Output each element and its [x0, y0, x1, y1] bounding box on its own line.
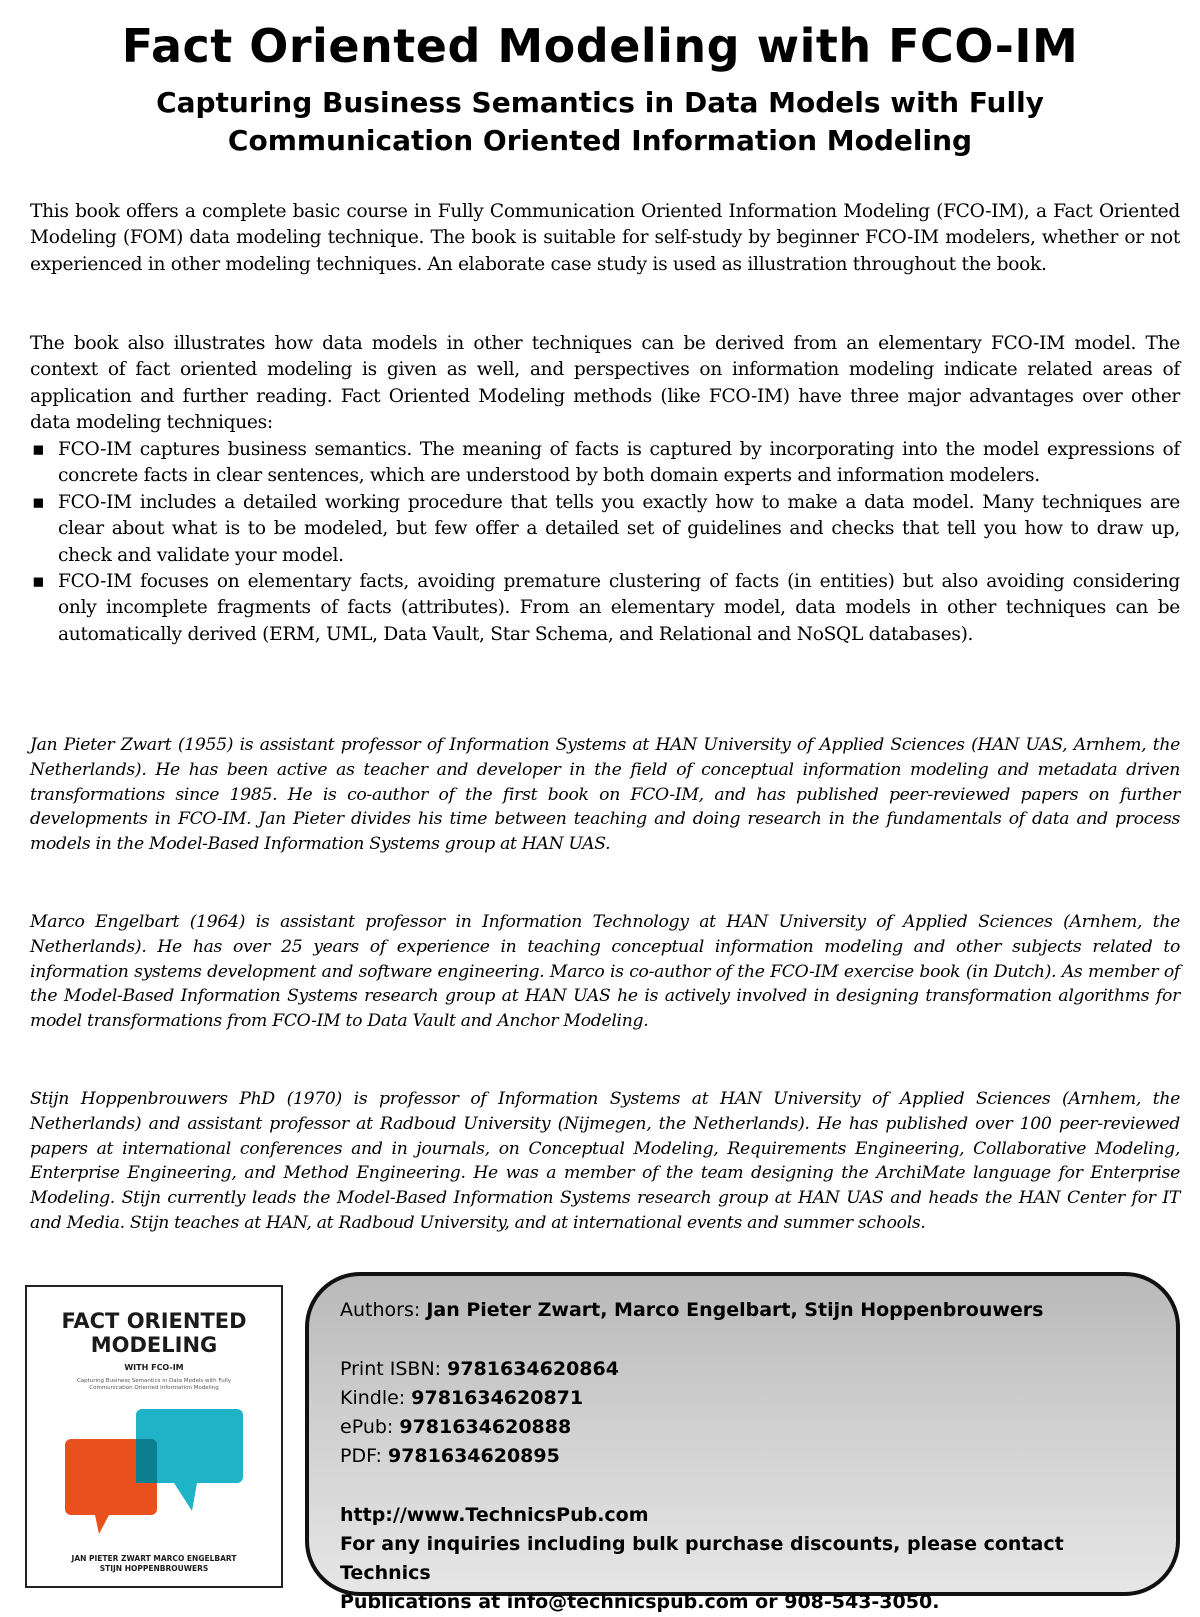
overlap-shape — [136, 1439, 157, 1483]
info-kindle-isbn — [340, 1384, 1160, 1413]
page-subtitle: Capturing Business Semantics in Data Models with Fully Communication Oriented Information Modeling — [156, 86, 1044, 157]
description-paragraph-1: This book offers a complete basic course in Fully Communication Oriented Information Modeling (FCO-IM), a Fact Oriented Modeling (FOM) data modeling technique. The book is suitable for self-study by beginner FCO-IM modelers, whether or not experienced in other modeling techniques. An elaborate case study is used as illustration throughout the book. — [30, 201, 1180, 275]
author-bio-zwart: Jan Pieter Zwart (1955) is assistant professor of Information Systems at HAN University of Applied Sciences (HAN UAS, Arnhem, the Netherlands). He has been active as teacher and developer in the field of conceptual information modeling and metadata driven transformations since 1985. He is co-author of the first book on FCO-IM, and has published peer-reviewed papers on further developments in FCO-IM. Jan Pieter divides his time between teaching and doing research in the fundamentals of data and process models in the Model-Based Information Systems group at HAN UAS. — [30, 735, 1180, 855]
author-bio-hoppenbrouwers: Stijn Hoppenbrouwers PhD (1970) is professor of Information Systems at HAN University of Applied Sciences (Arnhem, the Netherlands) and assistant professor at Radboud University (Nijmegen, the Netherlands). He has published over 100 peer-reviewed papers at international conferences and in journals, on Conceptual Modeling, Requirements Engineering, Collaborative Modeling, Enterprise Engineering, and Method Engineering. He was a member of the team designing the ArchiMate language for Enterprise Modeling. Stijn currently leads the Model-Based Information Systems research group at HAN UAS and heads the HAN Center for IT and Media. Stijn teaches at HAN, at Radboud University, and at international events and summer schools. — [30, 1089, 1180, 1233]
bullet-icon: ▪ — [32, 571, 45, 593]
list-item — [30, 569, 1180, 648]
kindle-label: Kindle: — [340, 1387, 412, 1409]
info-epub-isbn — [340, 1413, 1160, 1442]
print-isbn-label: Print ISBN: — [340, 1358, 448, 1380]
list-item — [30, 437, 1180, 490]
cover-title-line-1: FACT ORIENTED — [61, 1309, 247, 1333]
epub-label: ePub: — [340, 1416, 400, 1438]
cover-authors-line-1: JAN PIETER ZWART MARCO ENGELBART — [71, 1554, 237, 1563]
inquiry-line-1: For any inquiries including bulk purchase discounts, please contact Technics — [340, 1533, 1064, 1584]
cover-authors-line-2: STIJN HOPPENBROUWERS — [99, 1564, 209, 1573]
epub-value: 9781634620888 — [399, 1416, 572, 1438]
list-item-text: FCO-IM focuses on elementary facts, avoiding premature clustering of facts (in entities) but also avoiding considering only incomplete fragments of facts (attributes). From an elementary model, data models in other techniques can be automatically derived (ERM, UML, Data Vault, Star Schema, and Relational and NoSQL databases). — [58, 571, 1180, 645]
bullet-icon: ▪ — [32, 439, 45, 460]
info-print-isbn — [340, 1355, 1160, 1384]
list-item-text: FCO-IM captures business semantics. The meaning of facts is captured by incorporating into the model expressions of concrete facts in clear sentences, which are understood by both domain experts and information modelers. — [58, 439, 1180, 487]
info-authors — [340, 1296, 1160, 1325]
cover-title — [27, 1309, 281, 1357]
kindle-value: 9781634620871 — [411, 1387, 584, 1409]
cover-tagline: Capturing Business Semantics in Data Models with Fully Communication Oriented Information Modeling — [76, 1378, 232, 1391]
print-isbn-value: 9781634620864 — [447, 1358, 619, 1380]
inquiry-line-2: Publications at info@technicspub.com or 908-543-3050. — [340, 1591, 940, 1613]
cover-subtitle: WITH FCO-IM — [124, 1363, 184, 1372]
description-paragraph-2: The book also illustrates how data models in other techniques can be derived from an elementary FCO-IM model. The context of fact oriented modeling is given as well, and perspectives on information modeling indicate related areas of application and further reading. Fact Oriented Modeling methods (like FCO-IM) have three major advantages over other data modeling techniques: — [30, 333, 1180, 434]
info-pdf-isbn — [340, 1442, 1160, 1471]
list-item-text: FCO-IM includes a detailed working procedure that tells you exactly how to make a data model. Many techniques are clear about what is to be modeled, but few offer a detailed set of guidelines and checks that tell you how to draw up, check and validate your model. — [58, 491, 1180, 566]
list-item — [30, 490, 1180, 569]
page-title: Fact Oriented Modeling with FCO-IM — [121, 19, 1079, 73]
inquiry-text — [340, 1530, 1160, 1617]
cover-authors — [27, 1554, 281, 1574]
pdf-value: 9781634620895 — [387, 1445, 560, 1467]
publisher-url[interactable]: http://www.TechnicsPub.com — [340, 1504, 649, 1526]
bullet-icon: ▪ — [32, 491, 45, 513]
book-cover — [25, 1285, 283, 1588]
authors-value: Jan Pieter Zwart, Marco Engelbart, Stijn Hoppenbrouwers — [426, 1299, 1044, 1321]
authors-label: Authors: — [340, 1299, 427, 1321]
author-bio-engelbart: Marco Engelbart (1964) is assistant professor in Information Technology at HAN University of Applied Sciences (Arnhem, the Netherlands). He has over 25 years of experience in teaching conceptual information modeling and other subjects related to information systems development and software engineering. Marco is co-author of the FCO-IM exercise book (in Dutch). As member of the Model-Based Information Systems research group at HAN UAS he is actively involved in designing transformation algorithms for model transformations from FCO-IM to Data Vault and Anchor Modeling. — [30, 912, 1180, 1032]
speech-bubbles-icon — [57, 1399, 257, 1534]
cover-title-line-2: MODELING — [90, 1333, 218, 1357]
advantages-list — [30, 437, 1180, 648]
pdf-label: PDF: — [340, 1445, 388, 1467]
